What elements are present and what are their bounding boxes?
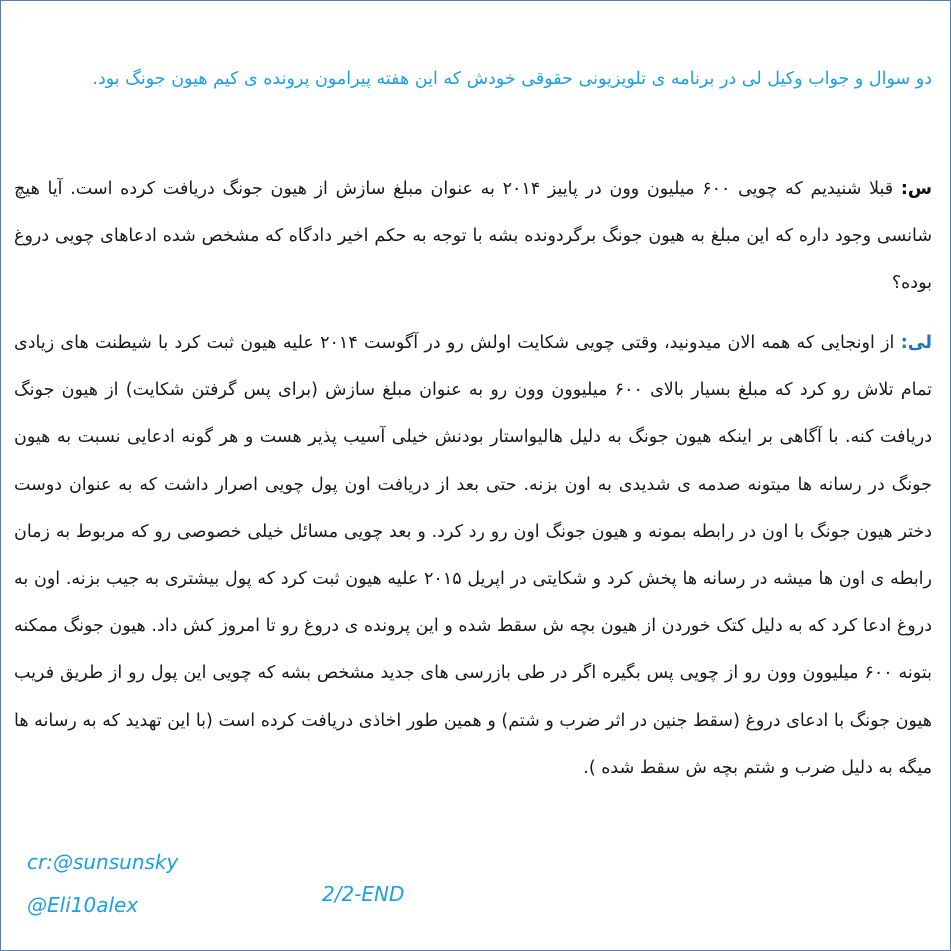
answer-text: از اونجایی که همه الان میدونید، وقتی چویی شکایت اولش رو در آگوست ۲۰۱۴ علیه هیون ثبت کرد با شیطنت های زیادی تمام تلاش رو کرد که مبلغ بسیار بالای ۶۰۰ میلیوون وون رو به عنوان مبلغ سازش (برای پس گرفتن شکایت) از هیون جونگ دریافت کنه. با آگاهی بر اینکه هیون جونگ به دلیل هالیواستار بودنش خیلی آسیب پذیر هست و هر گونه ادعایی نسبت به هیون جونگ در رسانه ها میتونه صدمه ی شدیدی به اون بزنه. حتی بعد از دریافت اون پول چویی اصرار داشت که به عنوان دوست دختر هیون جونگ با اون در رابطه بمونه و هیون جونگ اون رو رد کرد. و بعد چویی مسائل خیلی خصوصی رو که مربوط به زمان رابطه ی اون ها میشه در رسانه ها پخش کرد و شکایتی در اپریل ۲۰۱۵ علیه هیون ثبت کرد که پول بیشتری به جیب بزنه. اون به دروغ ادعا کرد که به دلیل کتک خوردن از هیون بچه ش سقط شده و این پرونده ی دروغ رو تا امروز کش داد. هیون جونگ ممکنه بتونه ۶۰۰ میلیوون وون رو از چویی پس بگیره اگر در طی بازرسی های جدید مشخص بشه که چویی این پول رو از طریق فریب هیون جونگ با ادعای دروغ (سقط جنین در اثر ضرب و شتم) و همین طور اخاذی دریافت کرده است (با این تهدید که به رسانه ها میگه به دلیل ضرب و شتم بچه ش سقط شده ). [14,333,932,778]
question-label: س: [900,179,932,199]
question-paragraph [14,166,932,307]
page-marker: 2/2-END [322,882,405,906]
credit-translator: @Eli10alex [27,893,139,917]
answer-paragraph [14,320,932,792]
intro-text: دو سوال و جواب وکیل لی در برنامه ی تلویزیونی حقوقی خودش که این هفته پیرامون پرونده ی کیم هیون جونگ بود. [92,69,932,89]
answer-label: لی: [900,333,932,353]
question-text: قبلا شنیدیم که چویی ۶۰۰ میلیون وون در پاییز ۲۰۱۴ به عنوان مبلغ سازش از هیون جونگ دریافت کرده است. آیا هیچ شانسی وجود داره که این مبلغ به هیون جونگ برگردونده بشه با توجه به حکم اخیر دادگاه که مشخص شده ادعاهای چویی دروغ بوده؟ [14,179,932,293]
credit-source: cr:@sunsunsky [27,850,179,874]
